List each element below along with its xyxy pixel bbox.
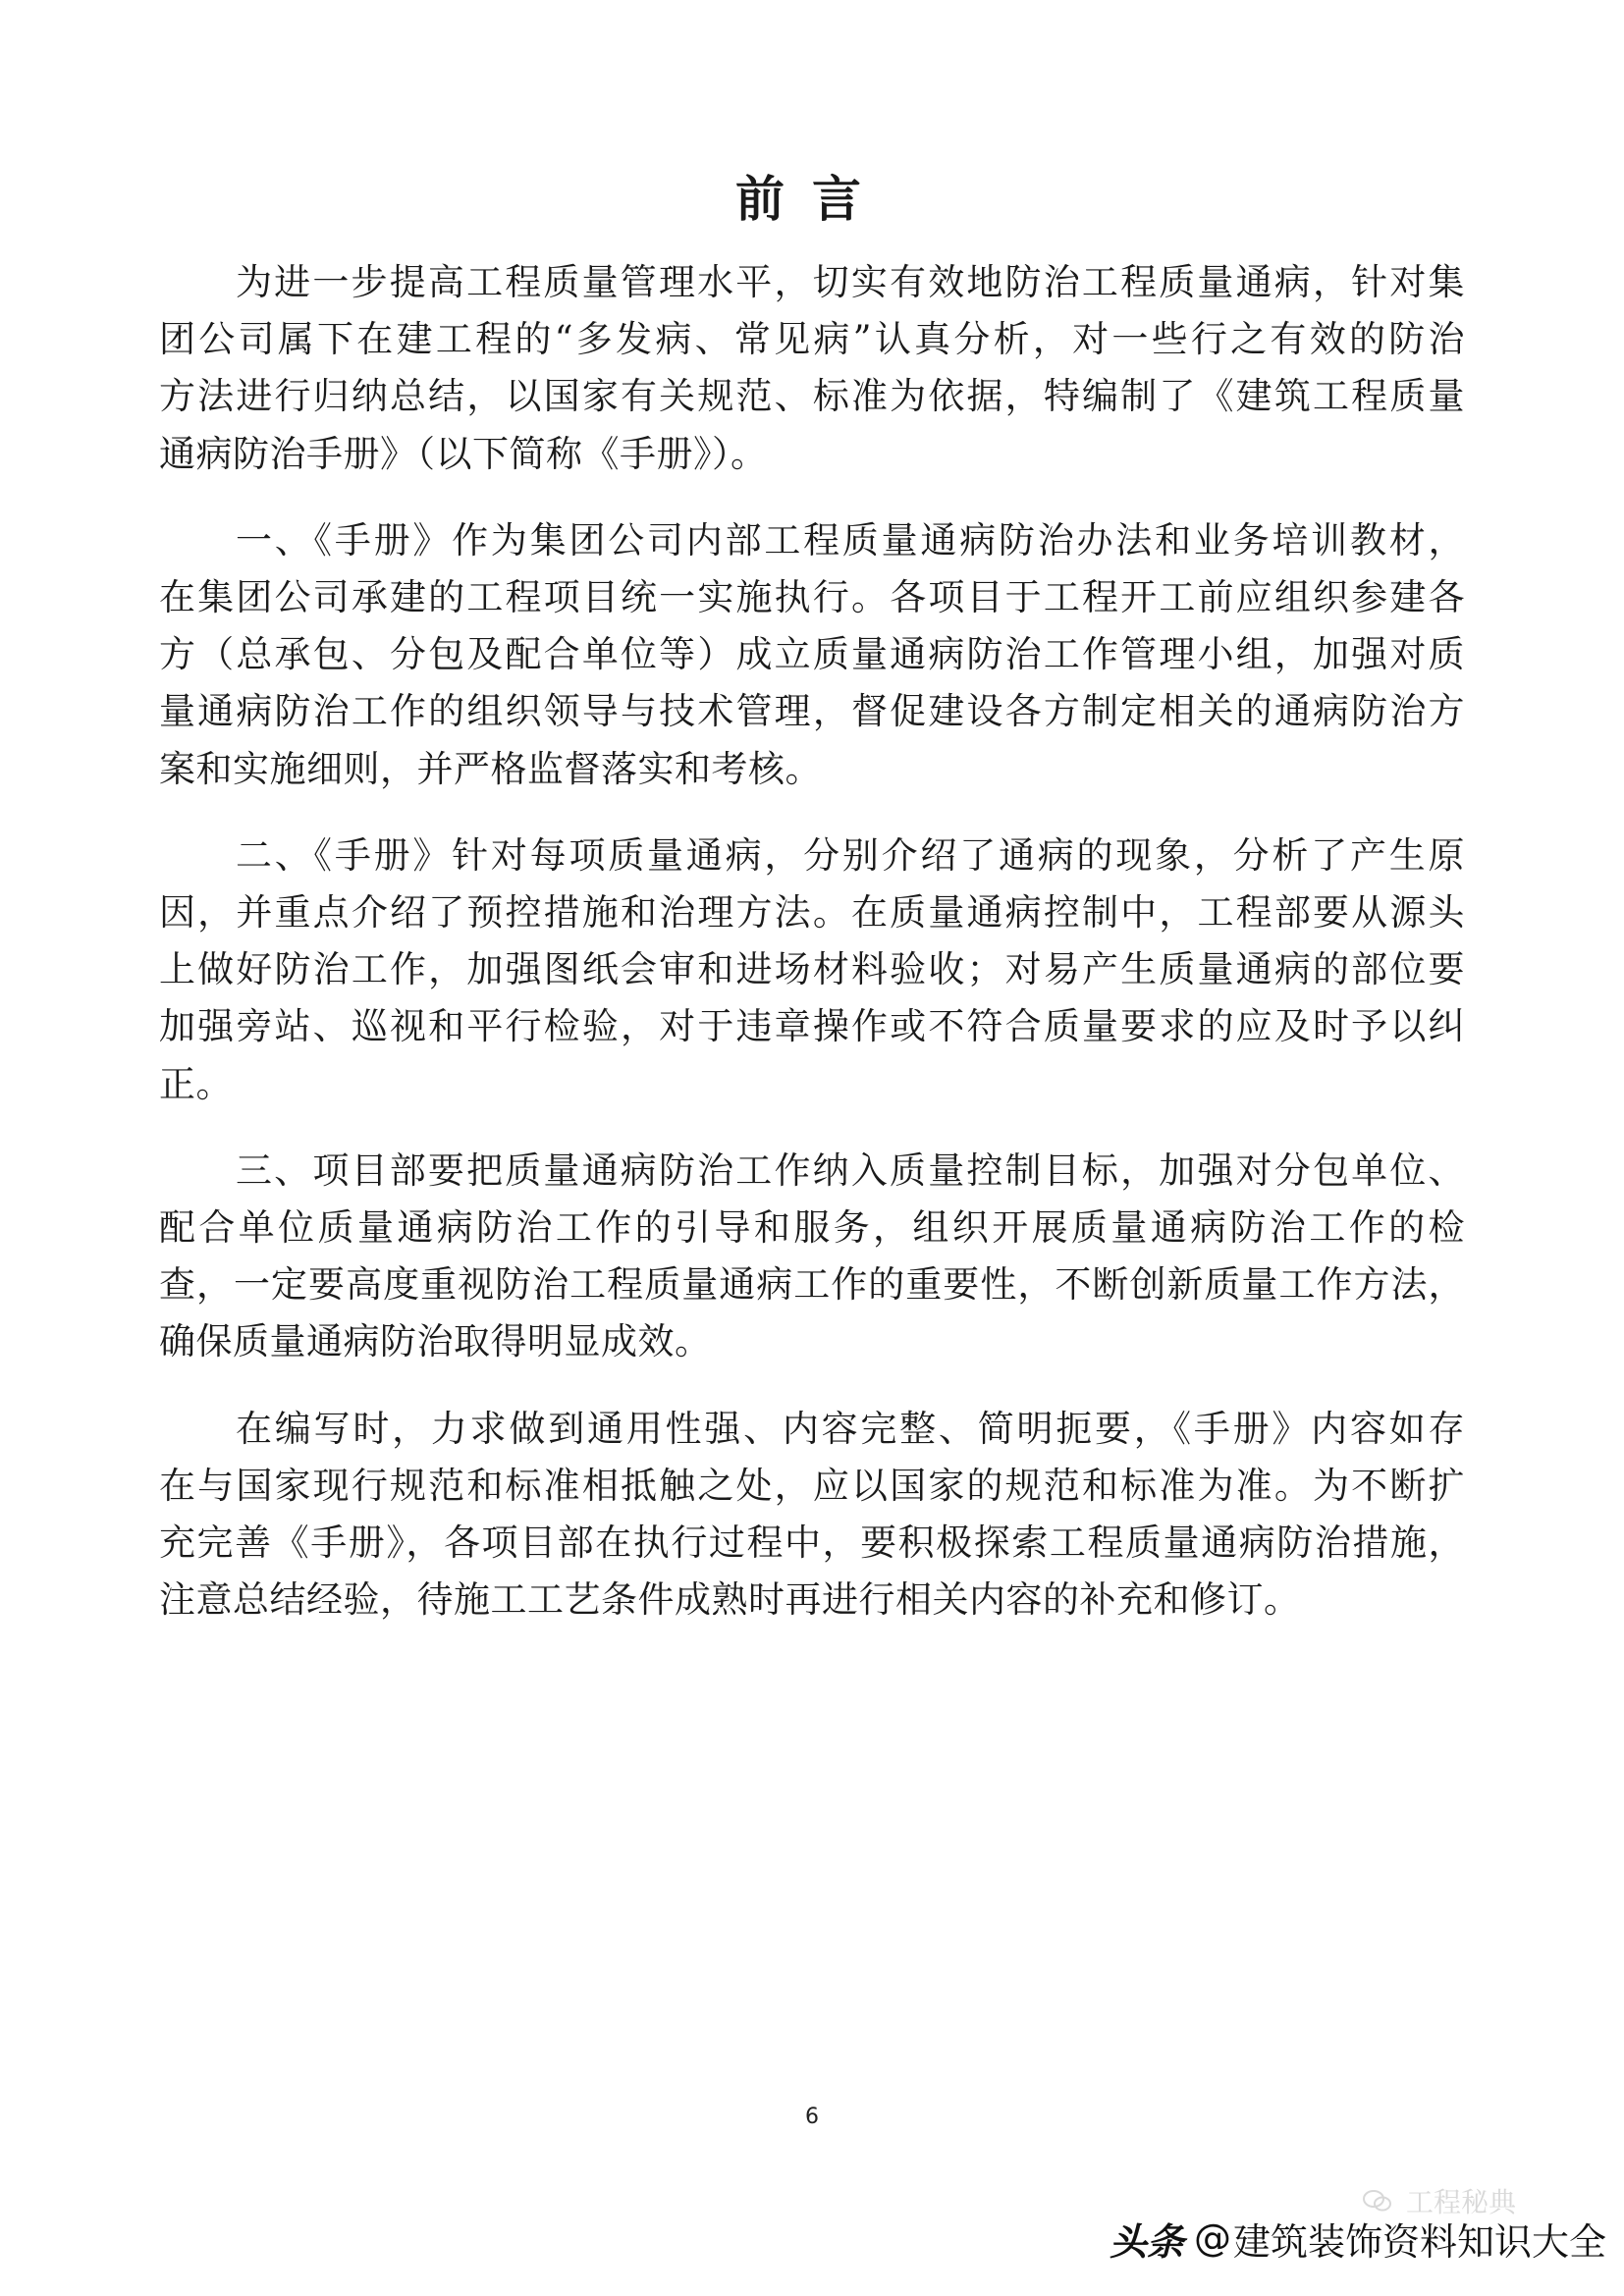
- page-title: 前言: [735, 171, 889, 228]
- text-line: 因，并重点介绍了预控措施和治理方法。在质量通病控制中，工程部要从源头: [159, 891, 1465, 934]
- page-number: 6: [805, 2105, 819, 2129]
- text-line: 充完善《手册》，各项目部在执行过程中，要积极探索工程质量通病防治措施，: [159, 1522, 1465, 1564]
- text-line: 三、项目部要把质量通病防治工作纳入质量控制目标，加强对分包单位、: [236, 1149, 1465, 1192]
- text-line: 方（总承包、分包及配合单位等）成立质量通病防治工作管理小组，加强对质: [159, 633, 1465, 675]
- wechat-mark-text: 工程秘典: [1405, 2186, 1516, 2218]
- text-line: 在与国家现行规范和标准相抵触之处，应以国家的规范和标准为准。为不断扩: [159, 1465, 1465, 1507]
- toutiao-logo: 头条: [1109, 2219, 1184, 2264]
- text-line: 配合单位质量通病防治工作的引导和服务，组织开展质量通病防治工作的检: [159, 1206, 1465, 1249]
- text-line: 二、《手册》针对每项质量通病，分别介绍了通病的现象，分析了产生原: [236, 834, 1465, 877]
- text-line: 上做好防治工作，加强图纸会审和进场材料验收；对易产生质量通病的部位要: [159, 948, 1465, 990]
- text-line: 在编写时，力求做到通用性强、内容完整、简明扼要，《手册》内容如存: [236, 1408, 1465, 1450]
- text-line: 量通病防治工作的组织领导与技术管理，督促建设各方制定相关的通病防治方: [159, 690, 1465, 732]
- text-line: 方法进行归纳总结，以国家有关规范、标准为依据，特编制了《建筑工程质量: [159, 375, 1465, 417]
- text-line: 一、《手册》作为集团公司内部工程质量通病防治办法和业务培训教材，: [236, 519, 1465, 561]
- text-line: 查，一定要高度重视防治工程质量通病工作的重要性，不断创新质量工作方法，: [159, 1263, 1465, 1306]
- watermark-account: 建筑装饰资料知识大全: [1232, 2219, 1606, 2264]
- toutiao-watermark: [1110, 2209, 1606, 2268]
- text-line: 为进一步提高工程质量管理水平，切实有效地防治工程质量通病，针对集: [236, 261, 1465, 303]
- text-line: 团公司属下在建工程的“多发病、常见病”认真分析，对一些行之有效的防治: [159, 318, 1465, 360]
- watermark-at: @: [1193, 2216, 1231, 2260]
- text-line: 加强旁站、巡视和平行检验，对于违章操作或不符合质量要求的应及时予以纠: [159, 1005, 1465, 1047]
- text-line: 正。: [159, 1063, 233, 1105]
- text-line: 注意总结经验，待施工工艺条件成熟时再进行相关内容的补充和修订。: [159, 1578, 1301, 1621]
- text-line: 通病防治手册》（以下简称《手册》）。: [159, 433, 768, 475]
- text-line: 案和实施细则，并严格监督落实和考核。: [159, 748, 822, 790]
- text-line: 在集团公司承建的工程项目统一实施执行。各项目于工程开工前应组织参建各: [159, 576, 1465, 618]
- text-line: 确保质量通病防治取得明显成效。: [159, 1320, 712, 1362]
